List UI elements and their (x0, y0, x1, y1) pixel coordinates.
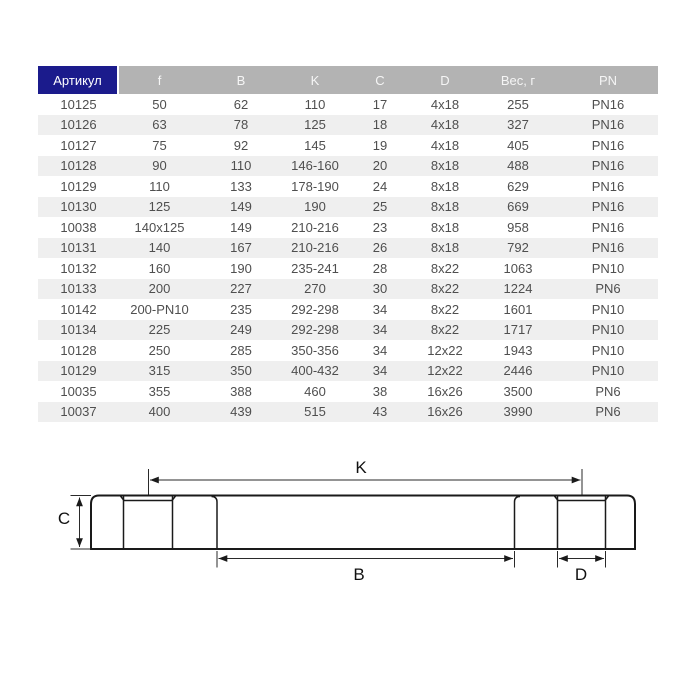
table-cell: PN10 (558, 299, 658, 320)
table-cell: 8x18 (412, 156, 478, 177)
table-cell: 629 (478, 176, 558, 197)
table-cell: 225 (119, 320, 200, 341)
table-cell: 1717 (478, 320, 558, 341)
table-cell: 515 (282, 402, 348, 423)
table-cell: 145 (282, 135, 348, 156)
table-row (38, 279, 658, 300)
table-cell: 249 (200, 320, 282, 341)
table-cell: 125 (119, 197, 200, 218)
table-cell: 1063 (478, 258, 558, 279)
table-cell: 405 (478, 135, 558, 156)
table-cell: 400 (119, 402, 200, 423)
table-row (38, 176, 658, 197)
header-cell: Вес, г (478, 66, 558, 94)
table-cell: 460 (282, 381, 348, 402)
table-cell: 2446 (478, 361, 558, 382)
table-cell: PN16 (558, 197, 658, 218)
table-cell: 38 (348, 381, 412, 402)
dim-k (149, 458, 583, 495)
table-row (38, 115, 658, 136)
table-cell: 8x18 (412, 197, 478, 218)
table-cell: 10128 (38, 340, 119, 361)
table-cell: 16x26 (412, 402, 478, 423)
table-cell: 210-216 (282, 217, 348, 238)
table-row (38, 258, 658, 279)
table-cell: PN10 (558, 340, 658, 361)
table-cell: 10037 (38, 402, 119, 423)
header-cell: f (119, 66, 200, 94)
table-cell: 34 (348, 340, 412, 361)
table-cell: 190 (282, 197, 348, 218)
table-cell: 255 (478, 94, 558, 115)
header-cell: PN (558, 66, 658, 94)
dim-d-label: D (574, 565, 588, 584)
table-cell: 8x18 (412, 238, 478, 259)
table-row (38, 299, 658, 320)
right-bolt-hole (555, 496, 609, 549)
table-cell: PN16 (558, 156, 658, 177)
table-row (38, 135, 658, 156)
header-cell: C (348, 66, 412, 94)
table-cell: 30 (348, 279, 412, 300)
table-cell: PN16 (558, 238, 658, 259)
table-cell: 1224 (478, 279, 558, 300)
table-cell: 227 (200, 279, 282, 300)
table-cell: 16x26 (412, 381, 478, 402)
table-cell: 34 (348, 299, 412, 320)
table-cell: 20 (348, 156, 412, 177)
table-cell: PN16 (558, 115, 658, 136)
table-cell: PN6 (558, 279, 658, 300)
table-cell: PN16 (558, 94, 658, 115)
table-cell: 110 (200, 156, 282, 177)
table-cell: PN16 (558, 135, 658, 156)
table-cell: 250 (119, 340, 200, 361)
table-cell: 292-298 (282, 320, 348, 341)
dim-d (558, 551, 606, 584)
bore-right-line (515, 497, 521, 550)
table-header-row (38, 66, 658, 94)
table-cell: 8x22 (412, 258, 478, 279)
table-cell: 270 (282, 279, 348, 300)
table-cell: 669 (478, 197, 558, 218)
table-cell: 488 (478, 156, 558, 177)
table-cell: 292-298 (282, 299, 348, 320)
table-row (38, 320, 658, 341)
table-cell: 10131 (38, 238, 119, 259)
table-cell: 327 (478, 115, 558, 136)
table-cell: 190 (200, 258, 282, 279)
table-cell: 10035 (38, 381, 119, 402)
table-cell: 125 (282, 115, 348, 136)
table-cell: 63 (119, 115, 200, 136)
table-cell: PN10 (558, 361, 658, 382)
table-cell: 34 (348, 361, 412, 382)
table-cell: 400-432 (282, 361, 348, 382)
table-cell: 388 (200, 381, 282, 402)
table-cell: 28 (348, 258, 412, 279)
table-cell: 133 (200, 176, 282, 197)
dim-c (58, 496, 91, 550)
table-row (38, 156, 658, 177)
table-row (38, 238, 658, 259)
table-cell: 315 (119, 361, 200, 382)
header-cell: K (282, 66, 348, 94)
table-cell: PN10 (558, 258, 658, 279)
table-cell: 10126 (38, 115, 119, 136)
table-cell: 25 (348, 197, 412, 218)
table-cell: 210-216 (282, 238, 348, 259)
table-cell: 50 (119, 94, 200, 115)
table-cell: 200 (119, 279, 200, 300)
table-cell: 439 (200, 402, 282, 423)
table-cell: 12x22 (412, 340, 478, 361)
table-cell: 167 (200, 238, 282, 259)
table-cell: 8x22 (412, 299, 478, 320)
table-cell: PN10 (558, 320, 658, 341)
table-cell: 10038 (38, 217, 119, 238)
table-row (38, 340, 658, 361)
table-cell: 8x22 (412, 279, 478, 300)
table-row (38, 197, 658, 218)
table-cell: 200-PN10 (119, 299, 200, 320)
table-cell: 350 (200, 361, 282, 382)
table-cell: 12x22 (412, 361, 478, 382)
table-row (38, 402, 658, 423)
table-cell: 62 (200, 94, 282, 115)
table-cell: 34 (348, 320, 412, 341)
flange-section-diagram (40, 440, 660, 600)
table-cell: 90 (119, 156, 200, 177)
table-row (38, 361, 658, 382)
table-cell: 17 (348, 94, 412, 115)
table-cell: 10128 (38, 156, 119, 177)
table-cell: PN16 (558, 176, 658, 197)
table-cell: PN16 (558, 217, 658, 238)
table-cell: 149 (200, 217, 282, 238)
table-cell: 3990 (478, 402, 558, 423)
table-cell: 110 (282, 94, 348, 115)
table-body (38, 94, 658, 422)
table-cell: 792 (478, 238, 558, 259)
table-cell: 285 (200, 340, 282, 361)
table-cell: 10125 (38, 94, 119, 115)
table-cell: 10132 (38, 258, 119, 279)
table-cell: 110 (119, 176, 200, 197)
spec-table (38, 66, 658, 422)
table-cell: 4x18 (412, 115, 478, 136)
table-cell: 149 (200, 197, 282, 218)
table-cell: 10142 (38, 299, 119, 320)
table-cell: 10133 (38, 279, 119, 300)
bore-left-line (212, 497, 218, 550)
table-cell: 160 (119, 258, 200, 279)
table-cell: 19 (348, 135, 412, 156)
table-cell: 140 (119, 238, 200, 259)
table-cell: 10130 (38, 197, 119, 218)
table-cell: 355 (119, 381, 200, 402)
table-cell: 1601 (478, 299, 558, 320)
table-cell: 10127 (38, 135, 119, 156)
table-cell: 235-241 (282, 258, 348, 279)
table-row (38, 381, 658, 402)
table-cell: 10134 (38, 320, 119, 341)
table-cell: 23 (348, 217, 412, 238)
table-cell: 146-160 (282, 156, 348, 177)
table-row (38, 217, 658, 238)
table-cell: 3500 (478, 381, 558, 402)
dim-k-label: K (355, 458, 367, 477)
table-cell: 4x18 (412, 135, 478, 156)
table-cell: 8x18 (412, 217, 478, 238)
table-cell: 18 (348, 115, 412, 136)
table-cell: PN6 (558, 402, 658, 423)
dim-b (217, 551, 515, 584)
table-cell: 92 (200, 135, 282, 156)
table-cell: 10129 (38, 361, 119, 382)
header-cell-article: Артикул (38, 66, 119, 94)
dim-c-label: C (57, 509, 71, 528)
dim-b-label: B (353, 565, 365, 584)
table-cell: 958 (478, 217, 558, 238)
table-cell: 4x18 (412, 94, 478, 115)
table-cell: 26 (348, 238, 412, 259)
table-row (38, 94, 658, 115)
table-cell: 350-356 (282, 340, 348, 361)
table-cell: 78 (200, 115, 282, 136)
left-bolt-hole (121, 496, 176, 549)
table-cell: 178-190 (282, 176, 348, 197)
header-cell: D (412, 66, 478, 94)
table-cell: 24 (348, 176, 412, 197)
table-cell: 75 (119, 135, 200, 156)
header-cell: B (200, 66, 282, 94)
table-cell: PN6 (558, 381, 658, 402)
table-cell: 140x125 (119, 217, 200, 238)
table-cell: 8x18 (412, 176, 478, 197)
table-cell: 8x22 (412, 320, 478, 341)
table-cell: 235 (200, 299, 282, 320)
table-cell: 10129 (38, 176, 119, 197)
table-cell: 43 (348, 402, 412, 423)
table-cell: 1943 (478, 340, 558, 361)
